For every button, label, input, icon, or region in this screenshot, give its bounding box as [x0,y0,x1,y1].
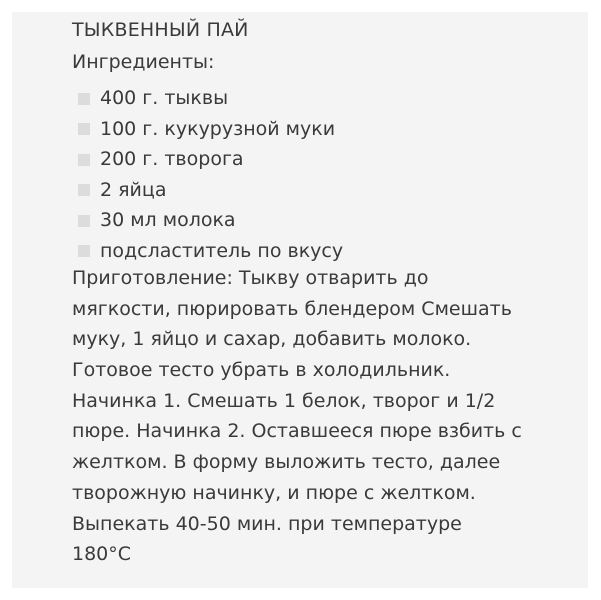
list-bullet-icon [78,215,90,227]
ingredients-header: Ингредиенты: [72,51,215,73]
ingredient-text: 2 яйца [100,178,167,201]
ingredient-item [78,175,343,206]
list-bullet-icon [78,123,90,135]
ingredient-item [78,236,343,267]
list-bullet-icon [78,154,90,166]
list-bullet-icon [78,93,90,105]
list-bullet-icon [78,245,90,257]
ingredient-item [78,83,343,114]
preparation-line: муку, 1 яйцо и сахар, добавить молоко. [72,328,472,351]
preparation-line: пюре. Начинка 2. Оставшееся пюре взбить с [72,420,522,443]
preparation-line: желтком. В форму выложить тесто, далее [72,451,501,474]
preparation-line: Начинка 1. Смешать 1 белок, творог и 1/2 [72,389,496,412]
ingredient-text: 30 мл молока [100,209,236,232]
ingredient-item [78,114,343,145]
preparation-line: 180°С [72,543,132,566]
ingredient-text: подсластитель по вкусу [100,239,344,262]
recipe-title: ТЫКВЕННЫЙ ПАЙ [72,19,249,41]
preparation-line: творожную начинку, и пюре с желтком. [72,481,476,504]
preparation-line: Готовое тесто убрать в холодильник. [72,359,451,382]
ingredient-item [78,144,343,175]
list-bullet-icon [78,184,90,196]
preparation-line: Приготовление: Тыкву отварить до [72,267,429,289]
preparation-text [72,263,522,570]
ingredient-text: 400 г. тыквы [100,87,229,110]
preparation-line: Выпекать 40-50 мин. при температуре [72,512,462,535]
ingredient-text: 200 г. творога [100,148,244,171]
preparation-line: мягкости, пюрировать блендером Смешать [72,297,512,320]
ingredients-list [78,83,343,266]
ingredient-item [78,205,343,236]
ingredient-text: 100 г. кукурузной муки [100,117,336,140]
